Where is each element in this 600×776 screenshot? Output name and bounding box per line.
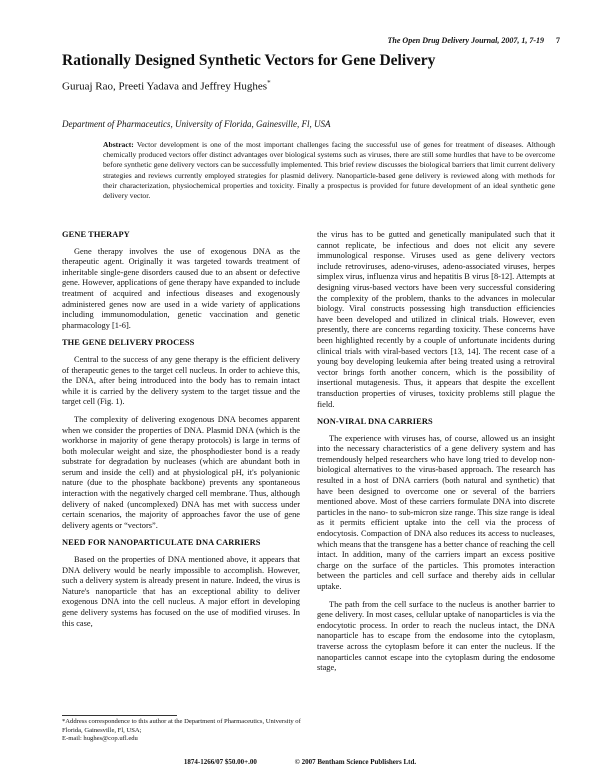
paragraph: Central to the success of any gene therapy is the efficient delivery of therapeutic genes to the target cell nucleus. In order to achieve this, the DNA, after being introduced into the body has to remain intact while it is carried by the delivery system to the target tissue and the target cell (Fig. 1). xyxy=(62,354,300,407)
paragraph: the virus has to be gutted and genetically manipulated such that it cannot replicate, be infectious and does not elicit any severe immunological response. Viruses used as gene delivery vectors include retroviruses, adeno-viruses, adeno-associated viruses, herpes simplex virus, influenza virus and hepatitis B virus [8-12]. Attempts at designing virus-based vectors have been very successful considering the complexity of the problem, thanks to the advances in molecular biology. Viral constructs possessing high transduction efficiencies have been developed and utilized in clinical trials. However, even presently, there are concerns regarding toxicity. These concerns have been highlighted recently by a couple of unfortunate incidents during clinical trials with viral-based vectors [13, 14]. The recent case of a young boy developing leukemia after being treated using a retroviral vector brings forth another concern, which is the possibility of insertional mutagenesis. Thus, it appears that despite the excellent transduction properties of viruses, toxicity problems still plague the field. xyxy=(317,230,555,409)
footnote-divider xyxy=(62,715,177,716)
paragraph: The path from the cell surface to the nucleus is another barrier to gene delivery. In most cases, cellular uptake of nanoparticles is via the endocytotic process. In order to reach the nucleus intact, the DNA nanoparticle has to escape from the endosome into the cytoplasm, traverse across the cytoplasm before it can enter the nucleus. If the nanoparticles cannot escape into the cytoplasm during the endosome stage, xyxy=(317,599,555,673)
paragraph: Based on the properties of DNA mentioned above, it appears that DNA delivery would be nearly impossible to accomplish. However, such a delivery system is already present in nature. Indeed, the virus is Nature's nanoparticle that has an exceptional ability to deliver exogenous DNA into the cell nucleus. A major effort in developing gene delivery systems has focused on the use of modified viruses. In this case, xyxy=(62,555,300,628)
copyright: © 2007 Bentham Science Publishers Ltd. xyxy=(294,758,417,766)
right-column xyxy=(317,230,555,681)
footnote-address: *Address correspondence to this author at the Department of Pharmaceutics, University of Florida, Gainesville, Fl, USA; xyxy=(62,718,301,734)
section-heading-nanoparticulate-carriers: NEED FOR NANOPARTICULATE DNA CARRIERS xyxy=(62,538,261,548)
section-heading-gene-therapy: GENE THERAPY xyxy=(62,230,130,239)
left-column xyxy=(62,230,300,636)
abstract xyxy=(103,140,555,201)
section-heading-non-viral-carriers: NON-VIRAL DNA CARRIERS xyxy=(317,417,433,427)
paragraph: The complexity of delivering exogenous DNA becomes apparent when we consider the properties of DNA. Plasmid DNA (which is the workhorse in majority of gene therapy protocols) is large in terms of both molecular weight and size, the phosphodiester bond is a ready substrate for degradation by nucleases (which are abundant both in serum and inside the cell) and at physiological pH, it's polyanionic nature (due to the phosphate backbone) prevents any spontaneous interaction with the negatively charged cell membrane. Thus, although delivery of naked (uncomplexed) DNA has met with success under certain scenarios, the majority of approaches favor the use of gene delivery agents or “vectors”. xyxy=(62,414,300,530)
abstract-label: Abstract: xyxy=(103,140,134,149)
paragraph: The experience with viruses has, of course, allowed us an insight into the necessary characteristics of a gene delivery system and has tremendously helped researchers who have long tried to develop non-biological alternatives to the virus-based approach. The research has resulted in a host of DNA carriers (both natural and synthetic) that have been designed to overcome one or several of the barriers mentioned above. Most of these carriers formulate DNA into discrete particles in the nano- to sub-micron size range. This size range is ideal as it permits efficient uptake into the cell via the process of endocytosis. Compaction of DNA also reduces its access to nucleases, which means that the transgene has a better chance of reaching the cell intact. In addition, many of the carriers impart an excess positive charge on the surface of the particles. This promotes interaction between the particles and cell surface and thereby aids in cellular uptake. xyxy=(317,433,555,591)
affiliation: Department of Pharmaceutics, University of Florida, Gainesville, Fl, USA xyxy=(62,119,331,129)
article-title: Rationally Designed Synthetic Vectors for Gene Delivery xyxy=(62,52,436,69)
authors xyxy=(62,79,271,93)
author-names: Guruaj Rao, Preeti Yadava and Jeffrey Hughes xyxy=(62,80,268,93)
issn-price: 1874-1266/07 $50.00+.00 xyxy=(183,758,257,766)
paragraph: Gene therapy involves the use of exogenous DNA as the therapeutic agent. Originally it was targeted towards treatment of inheritable single-gene disorders caused due to an absent or defective gene. However, applications of gene therapy have expanded to include treatment of acquired and infectious diseases and exogenously administered genes now are used in a wide variety of applications including immunomodulation, genetic vaccination and genetic pharmacology [1-6]. xyxy=(62,246,300,330)
running-header: The Open Drug Delivery Journal, 2007, 1, 7-19 xyxy=(387,36,544,45)
page-footer xyxy=(0,758,600,766)
author-mark: * xyxy=(267,79,271,87)
footnote xyxy=(62,718,302,744)
page-number: 7 xyxy=(556,36,560,45)
abstract-text: Vector development is one of the most important challenges facing the successful use of genes for treatment of diseases. Although chemically produced vectors offer distinct advantages over biological systems such as viruses, there are still some hurdles that have to be overcome before synthetic gene delivery vectors can be successfully implemented. This brief review discusses the biological barriers that limit current delivery strategies and reviews currently employed strategies for plasmid delivery. Nanoparticle-based gene delivery is reviewed along with methods for their characterization, physiochemical properties and toxicity. Finally a prospectus is provided for future development of an ideal synthetic gene delivery vector. xyxy=(103,140,556,201)
footnote-email: E-mail: hughes@cop.ufl.edu xyxy=(62,735,138,743)
section-heading-gene-delivery-process: THE GENE DELIVERY PROCESS xyxy=(62,338,195,348)
